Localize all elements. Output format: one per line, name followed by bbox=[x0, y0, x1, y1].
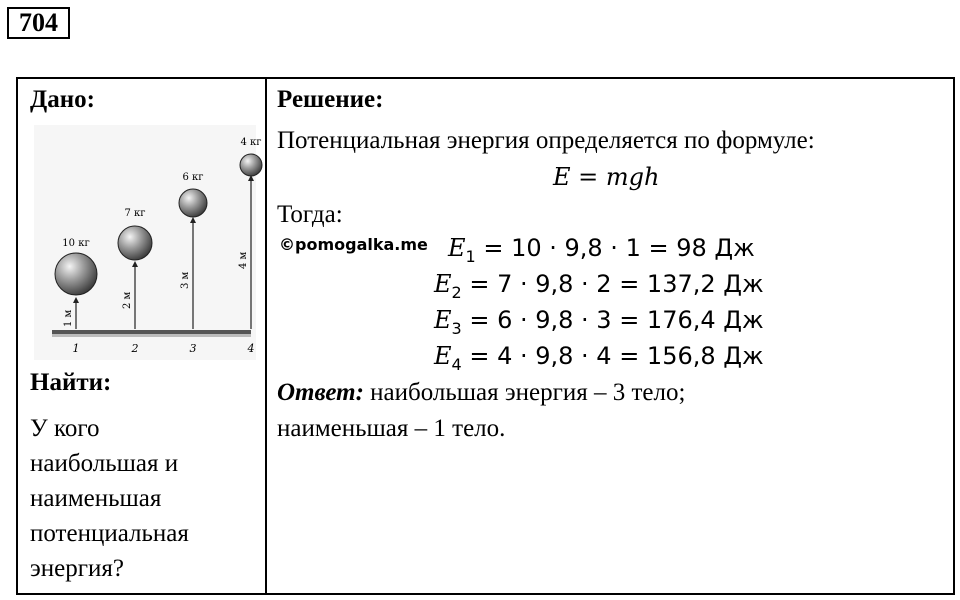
calc-var: E bbox=[434, 270, 452, 298]
question-line: наименьшая bbox=[30, 485, 162, 512]
calc-expr: = 10 · 9,8 · 1 = 98 Дж bbox=[475, 234, 755, 262]
given-column bbox=[18, 79, 265, 593]
ball-1-height: 1 м bbox=[63, 309, 74, 327]
question-line: наибольшая и bbox=[30, 450, 179, 477]
ball-3-height: 3 м bbox=[180, 271, 191, 289]
ball-2-mass: 7 кг bbox=[124, 208, 146, 219]
calc-var: E bbox=[434, 342, 452, 370]
ball-4-height: 4 м bbox=[238, 251, 249, 269]
ball-4-mass: 4 кг bbox=[240, 137, 262, 148]
answer-label: Ответ: bbox=[277, 379, 364, 406]
then-text: Тогда: bbox=[277, 201, 343, 228]
ball-4 bbox=[240, 154, 262, 176]
calc-sub: 3 bbox=[451, 319, 462, 338]
calc-expr: = 4 · 9,8 · 4 = 156,8 Дж bbox=[461, 342, 764, 370]
problem-number: 704 bbox=[7, 7, 70, 39]
ground-shadow bbox=[52, 334, 251, 337]
formula: E = mgh bbox=[553, 163, 660, 191]
find-question bbox=[30, 411, 255, 586]
ball-2 bbox=[118, 226, 152, 260]
calc-line-3 bbox=[434, 306, 764, 338]
calc-sub: 1 bbox=[465, 247, 476, 266]
calc-sub: 2 bbox=[451, 283, 462, 302]
question-line: энергия? bbox=[30, 555, 124, 582]
question-line: У кого bbox=[30, 415, 100, 442]
ball-1 bbox=[55, 253, 97, 295]
ground-line bbox=[52, 330, 251, 334]
ball-1-mass: 10 кг bbox=[62, 238, 90, 249]
ball-3-index: 3 bbox=[189, 342, 197, 355]
calc-var: E bbox=[448, 234, 466, 262]
ball-3 bbox=[179, 189, 207, 217]
answer-line-2: наименьшая – 1 тело. bbox=[277, 415, 506, 442]
ball-3-mass: 6 кг bbox=[182, 172, 204, 183]
watermark: ©pomogalka.me bbox=[279, 235, 428, 254]
solution-column bbox=[267, 79, 953, 593]
calc-line-4 bbox=[434, 342, 764, 374]
ball-1-index: 1 bbox=[72, 342, 80, 355]
calc-line-1 bbox=[448, 234, 755, 266]
find-heading: Найти: bbox=[30, 369, 112, 396]
calc-line-2 bbox=[434, 270, 764, 302]
answer-text: наибольшая энергия – 3 тело; bbox=[363, 379, 686, 406]
ball-2-height: 2 м bbox=[122, 291, 133, 309]
solution-table bbox=[16, 77, 955, 595]
calc-var: E bbox=[434, 306, 452, 334]
balls-figure bbox=[34, 125, 262, 360]
ball-2-index: 2 bbox=[131, 342, 139, 355]
given-heading: Дано: bbox=[30, 86, 95, 113]
calc-expr: = 7 · 9,8 · 2 = 137,2 Дж bbox=[461, 270, 764, 298]
calc-expr: = 6 · 9,8 · 3 = 176,4 Дж bbox=[461, 306, 764, 334]
answer-line-1 bbox=[277, 379, 685, 407]
question-line: потенциальная bbox=[30, 520, 189, 547]
intro-text: Потенциальная энергия определяется по формуле: bbox=[277, 127, 815, 154]
ball-4-index: 4 bbox=[247, 342, 255, 355]
solution-heading: Решение: bbox=[277, 86, 384, 113]
calc-sub: 4 bbox=[451, 355, 462, 374]
